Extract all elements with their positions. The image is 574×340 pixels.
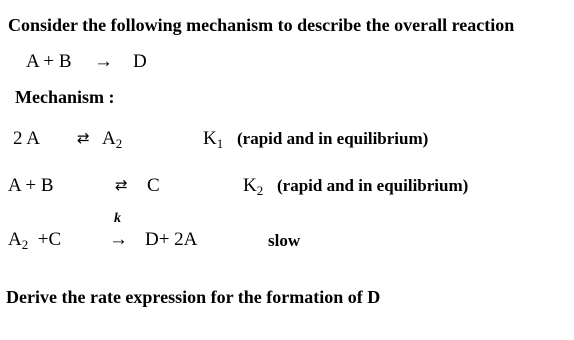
step1-products xyxy=(102,129,122,150)
step1-note: (rapid and in equilibrium) xyxy=(237,129,429,148)
mechanism-label: Mechanism : xyxy=(15,87,115,107)
step1-constant-base: K xyxy=(203,128,217,149)
overall-reactants: A + B xyxy=(26,51,72,72)
step2-arrow: ⇄ xyxy=(115,176,128,194)
step2-products: C xyxy=(147,175,160,196)
step3-rate-constant: k xyxy=(114,211,121,226)
step3-products: D+ 2A xyxy=(145,229,198,250)
step3-reactants xyxy=(8,230,61,251)
step3-reactant-sub: 2 xyxy=(21,237,29,252)
step2-constant-sub: 2 xyxy=(256,183,264,198)
step1-product-sub: 2 xyxy=(115,136,123,151)
step2-constant-base: K xyxy=(243,175,257,196)
step1-product-base: A xyxy=(102,128,116,149)
overall-arrow: → xyxy=(94,51,113,72)
step2-reactants: A + B xyxy=(8,175,54,196)
step2-constant xyxy=(243,176,263,197)
step2-note: (rapid and in equilibrium) xyxy=(277,176,469,195)
step3-reactant-rest: +C xyxy=(37,229,62,250)
step3-note: slow xyxy=(268,231,301,250)
step3-reactant-base: A xyxy=(8,229,22,250)
step1-constant xyxy=(203,129,223,150)
overall-product: D xyxy=(133,51,147,72)
step1-reactants: 2 A xyxy=(13,128,40,149)
overall-reaction xyxy=(26,52,72,71)
step1-arrow: ⇄ xyxy=(77,129,90,147)
step3-arrow: → xyxy=(109,229,128,250)
question-text: Derive the rate expression for the formation of D xyxy=(6,287,381,307)
step1-constant-sub: 1 xyxy=(216,136,224,151)
intro-text: Consider the following mechanism to describe the overall reaction xyxy=(8,15,515,35)
